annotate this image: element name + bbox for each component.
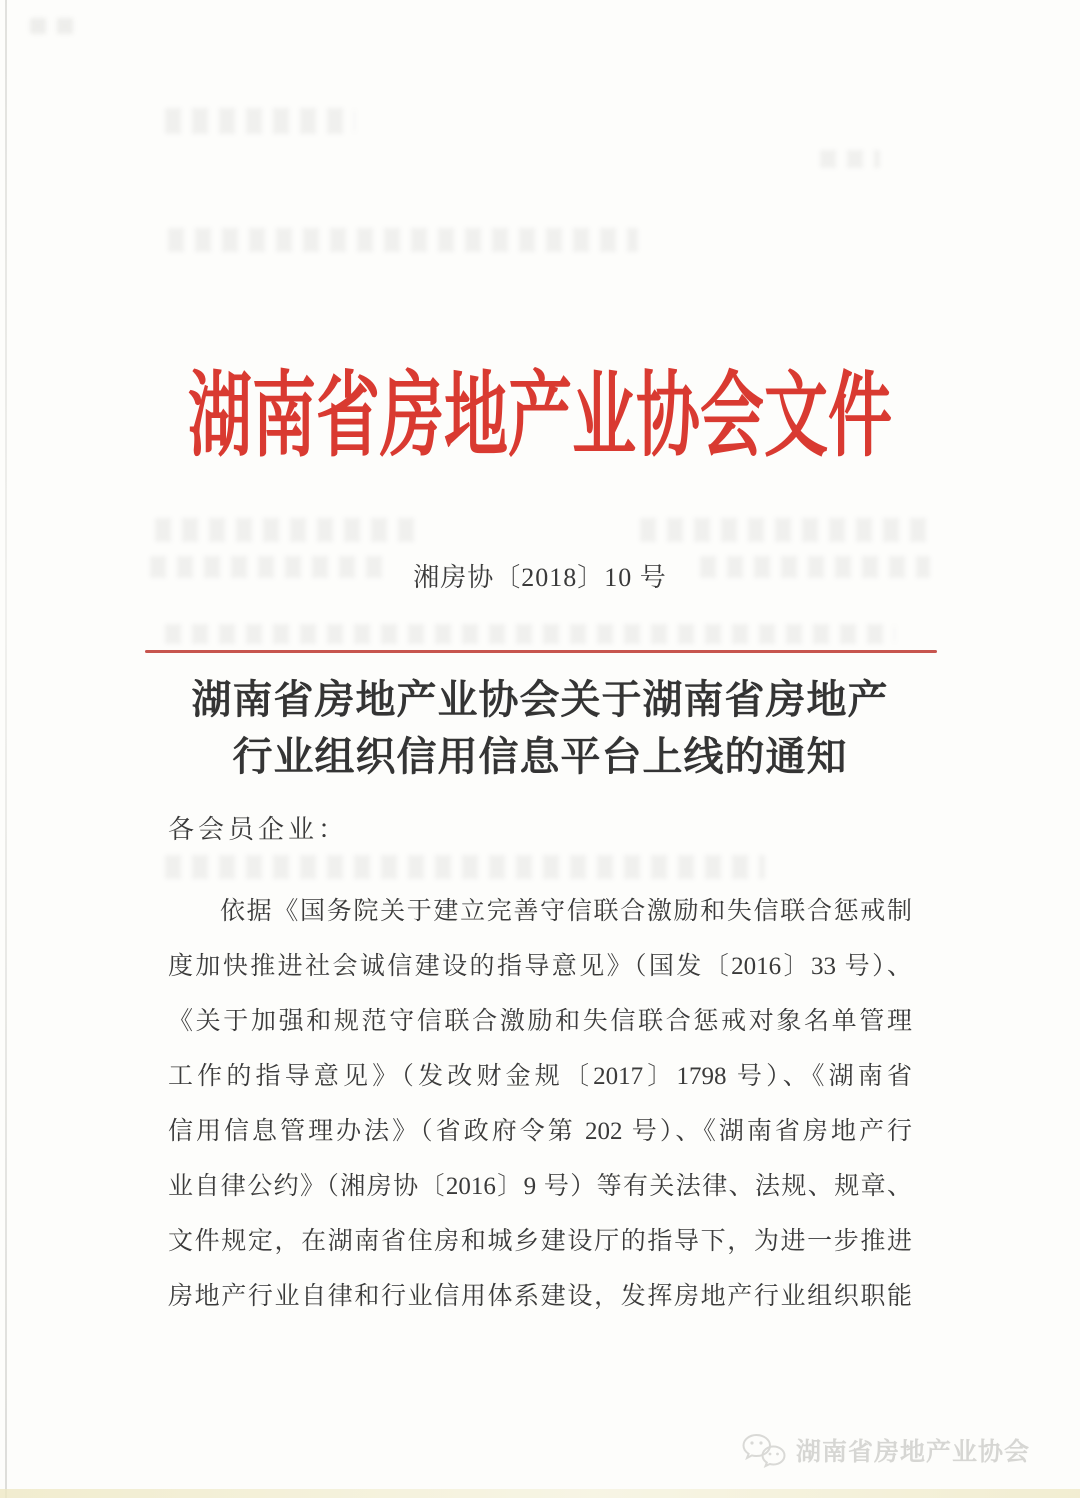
body-line: 度加快推进社会诚信建设的指导意见》（国发〔2016〕33 号）、 bbox=[168, 953, 912, 980]
document-number: 湘房协〔2018〕10 号 bbox=[413, 563, 667, 592]
scan-artifact bbox=[165, 855, 765, 879]
scan-artifact bbox=[165, 624, 895, 644]
notice-title-line1: 湖南省房地产业协会关于湖南省房地产 bbox=[191, 677, 889, 722]
wechat-icon bbox=[740, 1430, 788, 1470]
scan-edge-bottom bbox=[0, 1489, 1080, 1498]
notice-title bbox=[0, 671, 1080, 785]
letterhead-title bbox=[0, 330, 1080, 504]
scan-artifact bbox=[30, 18, 82, 34]
body-line: 信用信息管理办法》（省政府令第 202 号）、《湖南省房地产行 bbox=[168, 1118, 912, 1145]
red-divider-line bbox=[145, 650, 937, 653]
body-line: 房地产行业自律和行业信用体系建设，发挥房地产行业组织职能 bbox=[168, 1283, 912, 1310]
notice-title-line2: 行业组织信用信息平台上线的通知 bbox=[232, 734, 848, 779]
scan-artifact bbox=[640, 518, 930, 542]
body-text bbox=[168, 884, 912, 1324]
salutation: 各会员企业： bbox=[168, 815, 349, 844]
watermark-text: 湖南省房地产业协会 bbox=[795, 1439, 1030, 1466]
body-line: 文件规定，在湖南省住房和城乡建设厅的指导下，为进一步推进 bbox=[168, 1228, 912, 1255]
scan-artifact bbox=[168, 228, 638, 252]
scan-artifact bbox=[155, 518, 425, 542]
body-line: 工作的指导意见》（发改财金规〔2017〕1798 号）、《湖南省 bbox=[168, 1063, 912, 1090]
scan-artifact bbox=[820, 150, 880, 168]
letterhead-text: 湖南省房地产业协会文件 bbox=[188, 364, 892, 468]
scan-artifact bbox=[165, 108, 355, 134]
body-line: 《关于加强和规范守信联合激励和失信联合惩戒对象名单管理 bbox=[168, 1008, 912, 1035]
body-line: 业自律公约》（湘房协〔2016〕9 号）等有关法律、法规、规章、 bbox=[168, 1173, 912, 1200]
body-line: 依据《国务院关于建立完善守信联合激励和失信联合惩戒制 bbox=[220, 898, 912, 925]
wechat-watermark bbox=[740, 1430, 1030, 1470]
